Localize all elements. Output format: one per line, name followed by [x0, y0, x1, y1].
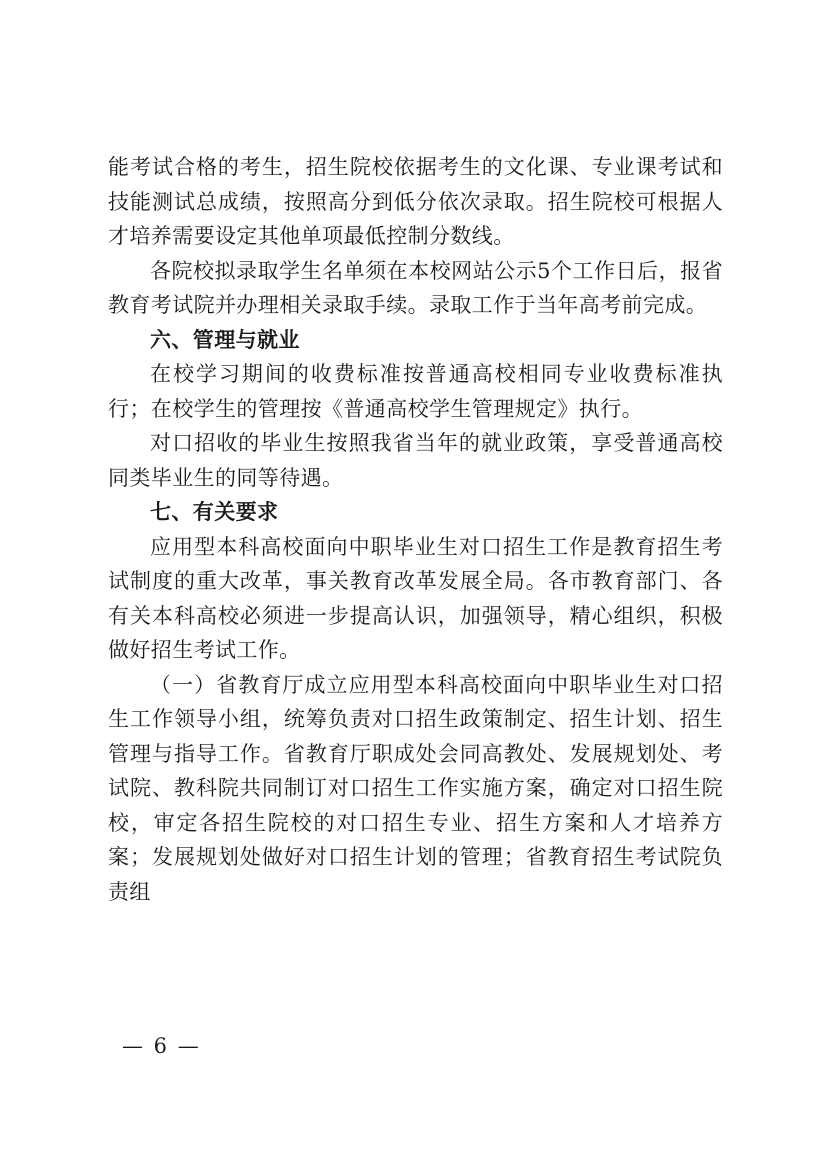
paragraph-publicity: 各院校拟录取学生名单须在本校网站公示5个工作日后，报省教育考试院并办理相关录取手续。录取工作于当年高考前完成。 — [108, 258, 723, 317]
paragraph-fees: 在校学习期间的收费标准按普通高校相同专业收费标准执行；在校学生的管理按《普通高校学生管理规定》执行。 — [108, 362, 723, 421]
section-heading-management: 六、管理与就业 — [150, 327, 300, 352]
paragraph-admission-continued: 能考试合格的考生，招生院校依据考生的文化课、专业课考试和技能测试总成绩，按照高分到低分依次录取。招生院校可根据人才培养需要设定其他单项最低控制分数线。 — [108, 155, 723, 248]
document-body — [108, 150, 723, 909]
paragraph-employment: 对口招收的毕业生按照我省当年的就业政策，享受普通高校同类毕业生的同等待遇。 — [108, 431, 723, 490]
paragraph-leadership-group: （一）省教育厅成立应用型本科高校面向中职毕业生对口招生工作领导小组，统筹负责对口招生政策制定、招生计划、招生管理与指导工作。省教育厅职成处会同高教处、发展规划处、考试院、教科院共同制订对口招生工作实施方案，确定对口招生院校，审定各招生院校的对口招生专业、招生方案和人才培养方案；发展规划处做好对口招生计划的管理；省教育招生考试院负责组 — [108, 672, 723, 904]
section-heading-requirements: 七、有关要求 — [150, 500, 279, 524]
paragraph-reform: 应用型本科高校面向中职毕业生对口招生工作是教育招生考试制度的重大改革，事关教育改革发展全局。各市教育部门、各有关本科高校必须进一步提高认识，加强领导，精心组织，积极做好招生考试工作。 — [108, 534, 723, 662]
page-number: — 6 — — [122, 1034, 201, 1058]
